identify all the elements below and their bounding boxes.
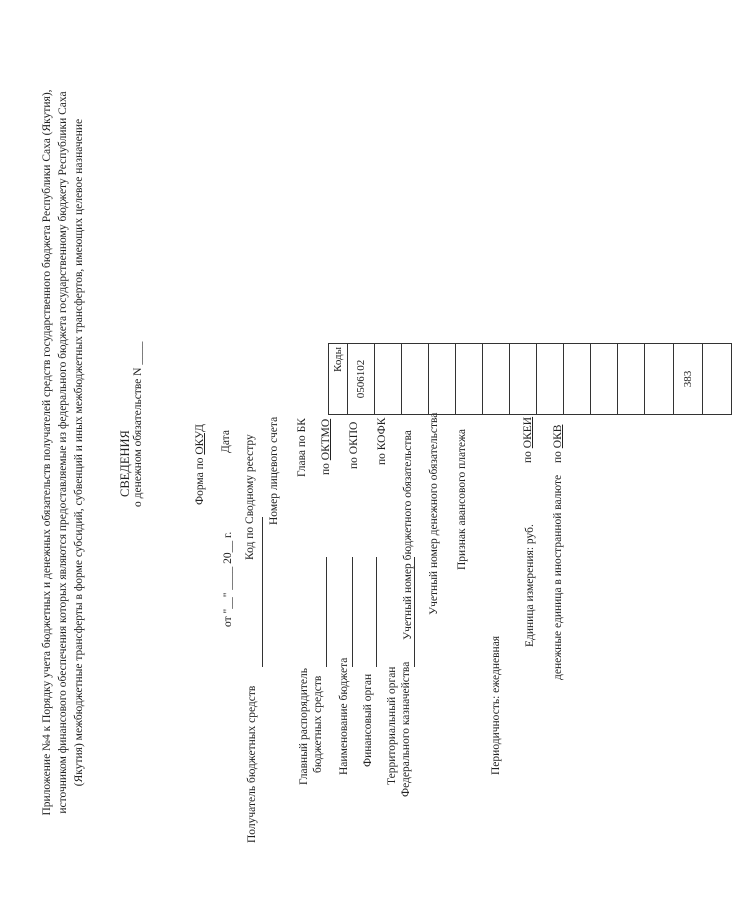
- recipient-label: Получатель бюджетных средств: [246, 685, 258, 843]
- periodicity-label: Периодичность: ежедневная: [490, 635, 502, 775]
- codes-table: [328, 343, 732, 415]
- okei-code-cell: 383: [674, 344, 703, 415]
- document-subtitle: о денежном обязательстве N ____: [132, 341, 144, 507]
- account-code-cell: [429, 344, 456, 415]
- budget-obligation-code-cell: [564, 344, 591, 415]
- kofk-label: по КОФК: [376, 417, 388, 465]
- tofk-label-2: Федерального казначейства: [400, 661, 412, 797]
- header-line-1: Приложение №4 к Порядку учета бюджетных и денежных обязательств получателей средств государственного бюджета Республики Саха (Якутия),: [41, 89, 53, 816]
- okpo-label: по ОКПО: [348, 421, 360, 469]
- okpo-code-cell: [510, 344, 537, 415]
- codes-header: Коды: [329, 344, 348, 415]
- header-line-2: источником финансового обеспечения которых являются предоставляемые из федерального бюджета государственному бюджету Республики Саха: [57, 91, 69, 814]
- date-label: Дата: [220, 430, 232, 453]
- okud-label: [194, 424, 206, 505]
- date-line: от "__" ____ 20__ г.: [222, 531, 234, 627]
- unit-label: Единица измерения: руб.: [524, 524, 536, 647]
- grbs-label-1: Главный распорядитель: [298, 668, 310, 785]
- okv-label: [552, 425, 564, 463]
- form-code-cell: 0506102: [348, 344, 375, 415]
- okv-code-cell: [703, 344, 732, 415]
- budget-obligation-label: Учетный номер бюджетного обязательства: [402, 430, 414, 640]
- header-line-3: (Якутия) межбюджетные трансферты в форме субсидий, субвенций и иных межбюджетных трансфертов, имеющих целевое назначение: [73, 118, 85, 787]
- oktmo-code-cell: [483, 344, 510, 415]
- date-code-cell: [375, 344, 402, 415]
- account-label: Номер лицевого счета: [268, 416, 280, 525]
- money-obligation-label: Учетный номер денежного обязательства: [428, 412, 440, 615]
- oktmo-prefix: по: [320, 460, 332, 475]
- okud-prefix: Форма по: [194, 454, 206, 505]
- grbs-line: [326, 557, 327, 667]
- svod-label: Код по Сводному реестру: [244, 434, 256, 560]
- okei-link[interactable]: ОКЕИ: [522, 416, 534, 449]
- grbs-label-2: бюджетных средств: [312, 675, 324, 773]
- periodicity-code-cell: [645, 344, 674, 415]
- bk-label: Глава по БК: [296, 418, 308, 477]
- tofk-line: [414, 557, 415, 667]
- oktmo-label: [320, 419, 332, 475]
- okv-prefix: по: [552, 448, 564, 463]
- money-obligation-code-cell: [591, 344, 618, 415]
- okud-link[interactable]: ОКУД: [194, 424, 206, 455]
- currency-label: денежные единица в иностранной валюте: [552, 474, 564, 680]
- tofk-label-1: Территориальный орган: [386, 666, 398, 785]
- bk-code-cell: [456, 344, 483, 415]
- okei-label: [522, 417, 534, 463]
- recipient-line: [262, 517, 263, 667]
- kofk-code-cell: [537, 344, 564, 415]
- oktmo-link[interactable]: ОКТМО: [320, 418, 332, 461]
- advance-label: Признак авансового платежа: [456, 428, 468, 570]
- budget-label: Наименование бюджета: [338, 657, 350, 775]
- document-title: СВЕДЕНИЯ: [118, 430, 132, 497]
- okei-prefix: по: [522, 448, 534, 463]
- svod-code-cell: [402, 344, 429, 415]
- budget-line: [352, 557, 353, 667]
- okv-link[interactable]: ОКВ: [552, 424, 564, 449]
- fin-organ-label: Финансовый орган: [362, 673, 374, 767]
- advance-code-cell: [618, 344, 645, 415]
- fin-organ-line: [376, 557, 377, 667]
